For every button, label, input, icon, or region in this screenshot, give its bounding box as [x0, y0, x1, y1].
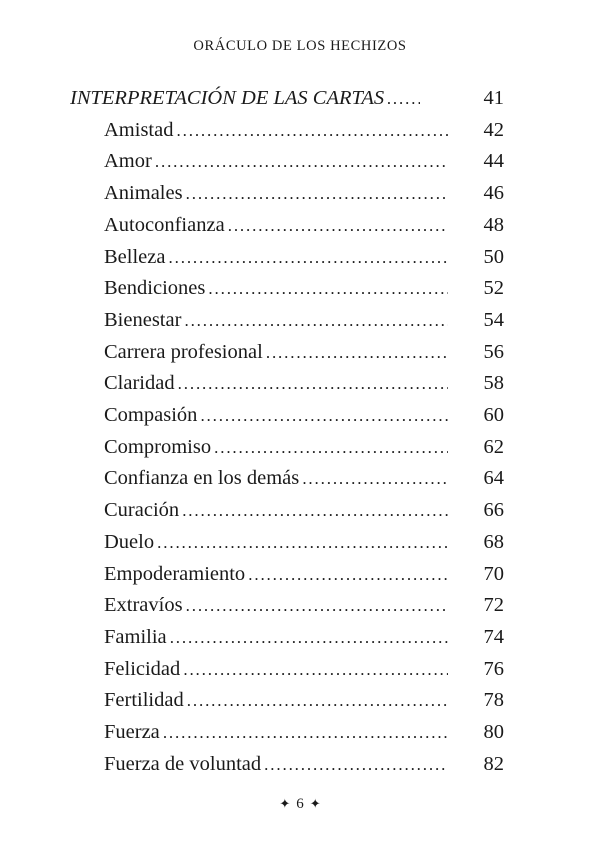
toc-entry-title: Compromiso . . .	[104, 431, 448, 464]
toc-entry-title: Bendiciones . . .	[104, 272, 448, 305]
toc-entry	[0, 684, 600, 716]
toc-entry	[0, 494, 600, 526]
toc-entry-title: Fertilidad . . .	[104, 684, 448, 717]
toc-entry-page: 42	[483, 118, 504, 141]
toc-entry	[0, 653, 600, 685]
toc-entry-page: 64	[483, 467, 504, 490]
toc-entry-page: 52	[483, 277, 504, 300]
toc-entry-page: 82	[483, 752, 504, 775]
toc-entry-page: 68	[483, 530, 504, 553]
toc-entry-page: 66	[483, 499, 504, 522]
toc-entry-title: Claridad . . .	[104, 367, 448, 400]
toc-entry	[0, 558, 600, 590]
toc-entry-page: 50	[483, 245, 504, 268]
toc-entry-title: Duelo . . .	[104, 526, 448, 559]
toc-entry	[0, 367, 600, 399]
toc-entry-title: Bienestar . . .	[104, 304, 448, 337]
toc-entry	[0, 399, 600, 431]
toc-entry-page: 54	[483, 308, 504, 331]
toc-entry-page: 60	[483, 404, 504, 426]
toc-section-title: INTERPRETACIÓN DE LAS CARTAS . . .	[70, 82, 420, 115]
toc-entry-title: Curación . . .	[104, 494, 448, 527]
toc-entry-page: 44	[483, 150, 504, 173]
toc-entry	[0, 272, 600, 304]
four-point-star-icon: ✦	[279, 796, 291, 811]
toc-entry-title: Fuerza . . .	[104, 716, 448, 749]
toc-entry-title: Extravíos . . .	[104, 589, 448, 622]
toc-entry-title: Animales . . .	[104, 177, 448, 210]
toc-section-row	[0, 82, 600, 114]
toc-entry-title: Autoconfianza . . .	[104, 209, 448, 242]
toc-entry-page: 80	[483, 721, 504, 743]
toc-entry	[0, 431, 600, 463]
toc-section-page: 41	[483, 87, 504, 109]
toc-entry	[0, 748, 600, 780]
toc-entry-page: 72	[483, 594, 504, 617]
page-folio	[0, 796, 600, 813]
toc-entry-page: 74	[483, 625, 504, 648]
toc-entry-title: Confianza en los demás . . .	[104, 462, 448, 495]
toc-entry-title: Compasión . . .	[104, 399, 448, 432]
toc-entry-title: Empoderamiento . . .	[104, 558, 448, 591]
toc-entry	[0, 336, 600, 368]
running-head: ORÁCULO DE LOS HECHIZOS	[193, 38, 407, 54]
toc-entry	[0, 716, 600, 748]
toc-entry-title: Amistad . . .	[104, 114, 448, 147]
toc-entry	[0, 621, 600, 653]
toc-entry-title: Fuerza de voluntad . . .	[104, 748, 448, 781]
toc-entry	[0, 177, 600, 209]
toc-entry-title: Familia . . .	[104, 621, 448, 654]
toc-entry-title: Felicidad . . .	[104, 653, 448, 686]
toc-entry	[0, 304, 600, 336]
toc-entry-page: 62	[483, 435, 504, 458]
toc-entry	[0, 462, 600, 494]
toc-entry	[0, 526, 600, 558]
toc-entry	[0, 209, 600, 241]
toc-entry	[0, 145, 600, 177]
toc-entry-title: Amor . . .	[104, 145, 448, 178]
toc-entry-page: 48	[483, 213, 504, 236]
toc-entry-page: 46	[483, 182, 504, 205]
toc-entry-page: 78	[483, 689, 504, 712]
four-point-star-icon: ✦	[309, 796, 321, 811]
toc-entry-title: Carrera profesional . . .	[104, 336, 448, 369]
toc-entry	[0, 241, 600, 273]
toc-entry-page: 76	[483, 657, 504, 680]
toc-entry-page: 58	[483, 372, 504, 395]
toc-entry-title: Belleza . . .	[104, 241, 448, 274]
page-number: 6	[296, 796, 304, 812]
toc-entry-page: 56	[483, 340, 504, 363]
toc-entry-page: 70	[483, 562, 504, 585]
toc-entry	[0, 114, 600, 146]
toc-entry	[0, 589, 600, 621]
